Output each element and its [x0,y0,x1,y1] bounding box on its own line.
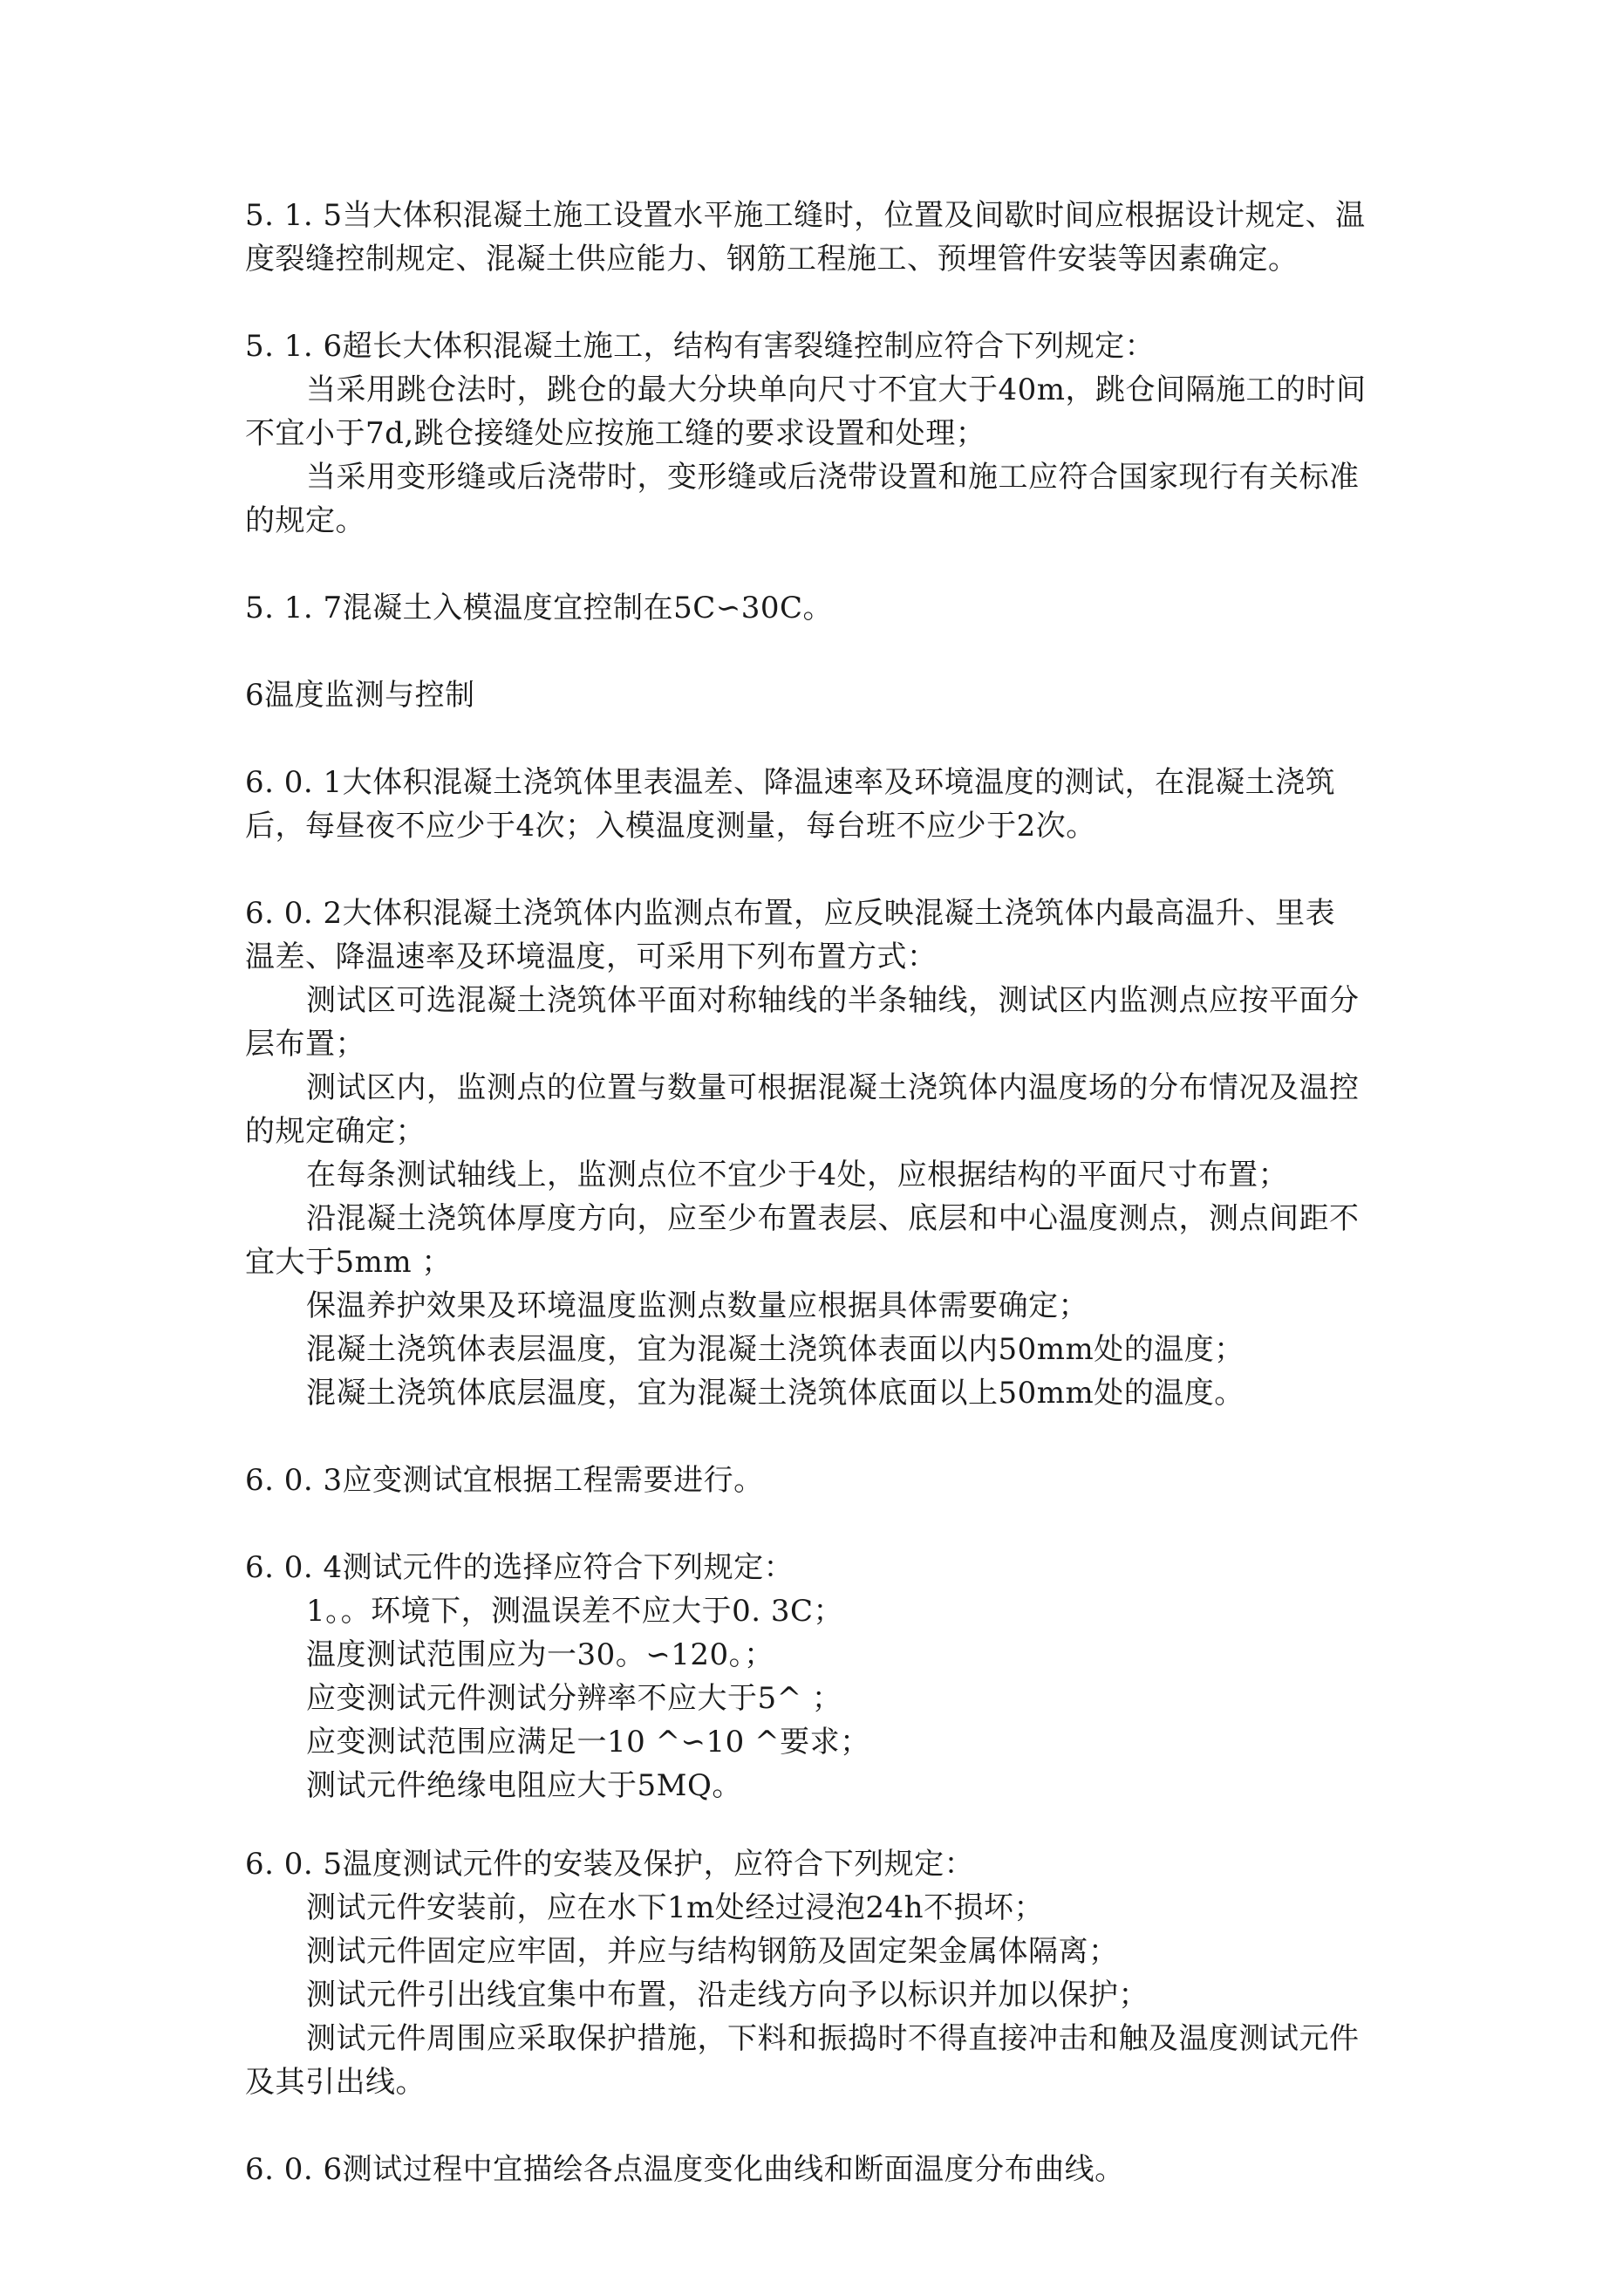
clause-item-cont: 不宜小于7d,跳仓接缝处应按施工缝的要求设置和处理； [245,416,986,451]
clause-item-cont: 层布置； [245,1027,365,1062]
clause-text: 6. 0. 1大体积混凝土浇筑体里表温差、降温速率及环境温度的测试，在混凝土浇筑 [245,765,1336,800]
clause-text: 后，每昼夜不应少于4次；入模温度测量，每台班不应少于2次。 [245,809,1096,844]
clause-item-cont: 及其引出线。 [245,2065,426,2100]
clause-item-cont: 的规定确定； [245,1114,426,1149]
clause-item: 测试元件周围应采取保护措施，下料和振捣时不得直接冲击和触及温度测试元件 [306,2021,1360,2056]
clause-6-0-1 [245,761,1396,848]
clause-item: 保温养护效果及环境温度监测点数量应根据具体需要确定； [306,1288,1088,1323]
clause-item: 应变测试元件测试分辨率不应大于5^ ； [306,1681,842,1716]
clause-text: 6. 0. 3应变测试宜根据工程需要进行。 [245,1463,764,1498]
clause-item: 温度测试范围应为一30。∽120。； [306,1637,774,1672]
clause-text: 5. 1. 5当大体积混凝土施工设置水平施工缝时，位置及间歇时间应根据设计规定、温 [245,198,1366,233]
clause-text: 5. 1. 7混凝土入模温度宜控制在5C∽30C。 [245,591,834,625]
document-page [245,194,1396,2191]
clause-item-cont: 宜大于5mm ； [245,1245,452,1280]
clause-item: 沿混凝土浇筑体厚度方向，应至少布置表层、底层和中心温度测点，测点间距不 [306,1201,1360,1236]
clause-item: 测试元件安装前，应在水下1m处经过浸泡24h不损坏； [306,1890,1045,1925]
clause-text: 6. 0. 4测试元件的选择应符合下列规定： [245,1550,794,1585]
clause-6-0-2 [245,892,1396,1415]
clause-text: 温差、降温速率及环境温度，可采用下列布置方式： [245,940,938,974]
clause-text: 5. 1. 6超长大体积混凝土施工，结构有害裂缝控制应符合下列规定： [245,329,1156,364]
clause-5-1-5 [245,194,1396,281]
clause-item: 测试区可选混凝土浇筑体平面对称轴线的半条轴线，测试区内监测点应按平面分 [306,983,1360,1018]
clause-item-cont: 的规定。 [245,503,365,538]
clause-item: 当采用跳仓法时，跳仓的最大分块单向尺寸不宜大于40m，跳仓间隔施工的时间 [306,372,1367,407]
clause-item: 在每条测试轴线上，监测点位不宜少于4处，应根据结构的平面尺寸布置； [306,1158,1289,1192]
chapter-heading: 6温度监测与控制 [245,678,475,713]
clause-text: 度裂缝控制规定、混凝土供应能力、钢筋工程施工、预埋管件安装等因素确定。 [245,242,1299,277]
clause-item: 混凝土浇筑体表层温度，宜为混凝土浇筑体表面以内50mm处的温度； [306,1332,1245,1367]
clause-6-0-4 [245,1546,1396,1807]
chapter-6-title [245,673,1396,717]
clause-5-1-6 [245,325,1396,543]
clause-item: 测试区内，监测点的位置与数量可根据混凝土浇筑体内温度场的分布情况及温控 [306,1070,1360,1105]
clause-6-0-3 [245,1459,1396,1502]
clause-item: 测试元件绝缘电阻应大于5MQ。 [306,1768,742,1803]
clause-item: 应变测试范围应满足一10 ^∽10 ^要求； [306,1725,870,1760]
clause-item: 混凝土浇筑体底层温度，宜为混凝土浇筑体底面以上50mm处的温度。 [306,1376,1245,1411]
clause-6-0-5 [245,1842,1396,2104]
clause-text: 6. 0. 5温度测试元件的安装及保护，应符合下列规定： [245,1847,975,1882]
clause-text: 6. 0. 6测试过程中宜描绘各点温度变化曲线和断面温度分布曲线。 [245,2152,1125,2187]
clause-item: 当采用变形缝或后浇带时，变形缝或后浇带设置和施工应符合国家现行有关标准 [306,460,1360,495]
clause-text: 6. 0. 2大体积混凝土浇筑体内监测点布置，应反映混凝土浇筑体内最高温升、里表 [245,896,1336,931]
clause-6-0-6 [245,2148,1396,2191]
clause-item: 测试元件引出线宜集中布置，沿走线方向予以标识并加以保护； [306,1978,1149,2012]
clause-5-1-7 [245,586,1396,630]
clause-item: 测试元件固定应牢固，并应与结构钢筋及固定架金属体隔离； [306,1934,1119,1969]
clause-item: 1。。环境下，测温误差不应大于0. 3C； [306,1594,844,1629]
